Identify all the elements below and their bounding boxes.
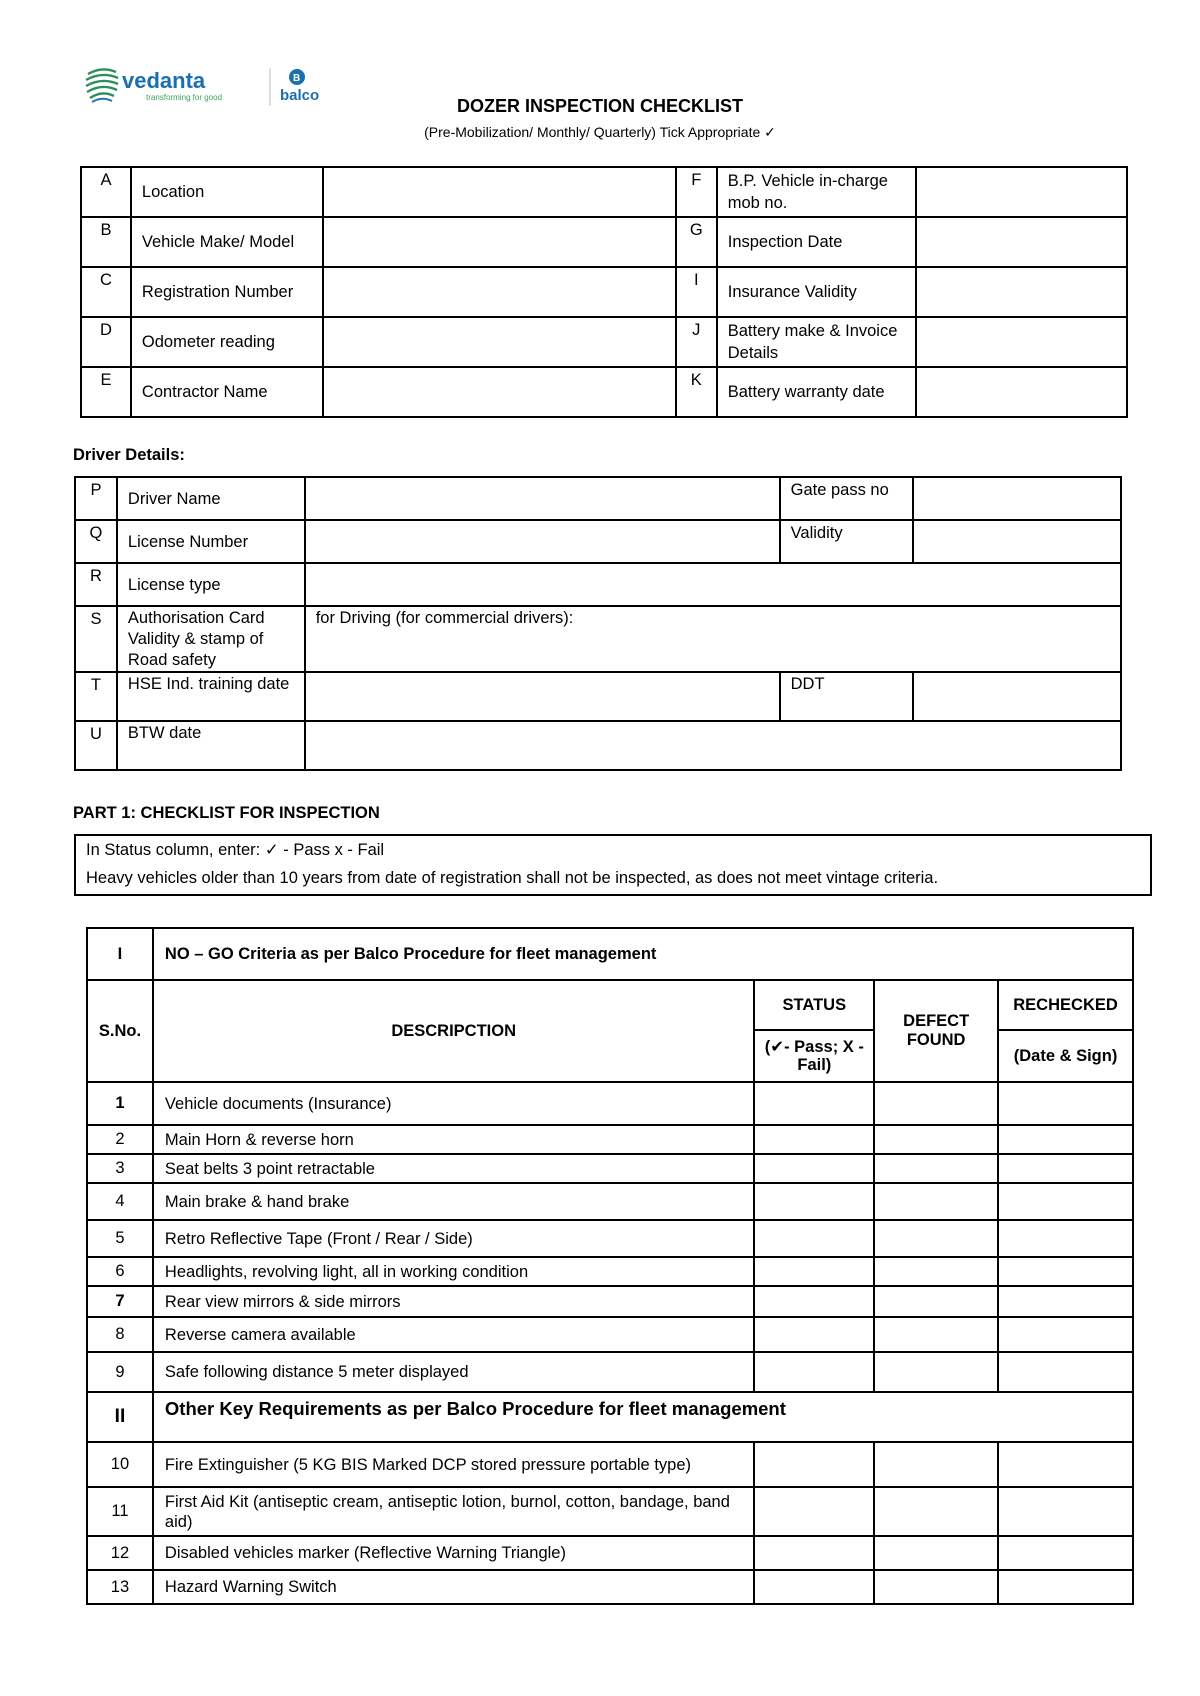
field-label-contractor-name: Contractor Name	[131, 367, 323, 417]
field-value-battery-make[interactable]	[916, 317, 1127, 367]
section-number: I	[87, 928, 153, 980]
status-cell[interactable]	[754, 1286, 874, 1317]
status-legend-note: In Status column, enter: ✓ - Pass x - Fail	[86, 841, 385, 859]
status-note-box	[74, 834, 1152, 896]
field-code: Q	[75, 520, 117, 563]
column-subheader-rechecked: (Date & Sign)	[998, 1030, 1133, 1082]
item-description: Safe following distance 5 meter displayed	[153, 1352, 755, 1392]
field-value-registration-number[interactable]	[323, 267, 676, 317]
field-label-hse-training: HSE Ind. training date	[117, 672, 305, 721]
status-cell[interactable]	[754, 1487, 874, 1536]
field-code: K	[676, 367, 717, 417]
field-label-battery-warranty: Battery warranty date	[717, 367, 917, 417]
table-row	[75, 563, 1121, 606]
status-cell[interactable]	[754, 1154, 874, 1183]
defect-cell[interactable]	[874, 1082, 998, 1125]
field-code: A	[81, 167, 131, 217]
item-number: 6	[87, 1257, 153, 1286]
field-label-registration-number: Registration Number	[131, 267, 323, 317]
defect-cell[interactable]	[874, 1536, 998, 1570]
field-value-insurance-validity[interactable]	[916, 267, 1127, 317]
rechecked-cell[interactable]	[998, 1082, 1133, 1125]
item-number: 10	[87, 1442, 153, 1487]
defect-cell[interactable]	[874, 1286, 998, 1317]
section-header-row	[87, 928, 1133, 980]
driver-details-table	[74, 476, 1122, 771]
part1-heading: PART 1: CHECKLIST FOR INSPECTION	[73, 804, 380, 822]
field-value-btw-date[interactable]	[305, 721, 1121, 770]
table-row	[87, 1082, 1133, 1125]
field-code: E	[81, 367, 131, 417]
defect-cell[interactable]	[874, 1317, 998, 1352]
document-title: DOZER INSPECTION CHECKLIST	[456, 96, 743, 116]
item-number: 1	[87, 1082, 153, 1125]
item-description: Reverse camera available	[153, 1317, 755, 1352]
rechecked-cell[interactable]	[998, 1220, 1133, 1257]
rechecked-cell[interactable]	[998, 1570, 1133, 1604]
item-description: First Aid Kit (antiseptic cream, antiseptic lotion, burnol, cotton, bandage, band aid)	[153, 1487, 755, 1536]
vintage-criteria-note: Heavy vehicles older than 10 years from date of registration shall not be inspected, as does not meet vintage criteria.	[86, 869, 939, 887]
item-description: Hazard Warning Switch	[153, 1570, 755, 1604]
column-header-defect-found: DEFECT FOUND	[874, 980, 998, 1082]
svg-text:B: B	[293, 73, 301, 84]
field-value-license-type[interactable]	[305, 563, 1121, 606]
status-cell[interactable]	[754, 1183, 874, 1220]
field-label-vehicle-make: Vehicle Make/ Model	[131, 217, 323, 267]
table-row	[75, 520, 1121, 563]
field-label-license-type: License type	[117, 563, 305, 606]
table-row	[87, 1487, 1133, 1536]
field-value-gate-pass[interactable]	[913, 477, 1121, 520]
field-label-ddt: DDT	[780, 672, 914, 721]
driver-details-heading: Driver Details:	[73, 446, 185, 464]
field-code: U	[75, 721, 117, 770]
item-number: 3	[87, 1154, 153, 1183]
table-row	[87, 1220, 1133, 1257]
field-label-battery-make: Battery make & Invoice Details	[717, 317, 917, 367]
field-label-license-number: License Number	[117, 520, 305, 563]
field-value-location[interactable]	[323, 167, 676, 217]
field-code: P	[75, 477, 117, 520]
field-value-inspection-date[interactable]	[916, 217, 1127, 267]
item-number: 12	[87, 1536, 153, 1570]
item-description: Vehicle documents (Insurance)	[153, 1082, 755, 1125]
field-label-validity: Validity	[780, 520, 914, 563]
section-title: Other Key Requirements as per Balco Procedure for fleet management	[153, 1392, 1133, 1442]
item-description: Seat belts 3 point retractable	[153, 1154, 755, 1183]
rechecked-cell[interactable]	[998, 1352, 1133, 1392]
status-cell[interactable]	[754, 1082, 874, 1125]
table-row	[87, 1570, 1133, 1604]
item-number: 2	[87, 1125, 153, 1154]
field-value-contractor-name[interactable]	[323, 367, 676, 417]
item-number: 5	[87, 1220, 153, 1257]
field-code: G	[676, 217, 717, 267]
field-label-authorisation-card: Authorisation Card Validity & stamp of Road safety	[117, 606, 305, 672]
section-number: II	[87, 1392, 153, 1442]
item-description: Disabled vehicles marker (Reflective Warning Triangle)	[153, 1536, 755, 1570]
status-cell[interactable]	[754, 1570, 874, 1604]
table-row	[81, 217, 1127, 267]
item-number: 13	[87, 1570, 153, 1604]
item-description: Rear view mirrors & side mirrors	[153, 1286, 755, 1317]
column-header-sno: S.No.	[87, 980, 153, 1082]
rechecked-cell[interactable]	[998, 1286, 1133, 1317]
table-row	[75, 672, 1121, 721]
table-row	[87, 1286, 1133, 1317]
status-cell[interactable]	[754, 1257, 874, 1286]
defect-cell[interactable]	[874, 1257, 998, 1286]
defect-cell[interactable]	[874, 1487, 998, 1536]
svg-text:transforming for good: transforming for good	[146, 93, 223, 102]
field-value-authorisation-card[interactable]: for Driving (for commercial drivers):	[305, 606, 1121, 672]
field-value-hse-training[interactable]	[305, 672, 780, 721]
status-cell[interactable]	[754, 1536, 874, 1570]
column-subheader-status: (✔- Pass; X - Fail)	[754, 1030, 874, 1082]
field-value-license-number[interactable]	[305, 520, 780, 563]
field-label-btw-date: BTW date	[117, 721, 305, 770]
table-row	[87, 1183, 1133, 1220]
table-row	[87, 1442, 1133, 1487]
defect-cell[interactable]	[874, 1352, 998, 1392]
defect-cell[interactable]	[874, 1183, 998, 1220]
field-code: S	[75, 606, 117, 672]
field-code: B	[81, 217, 131, 267]
vehicle-details-table	[80, 166, 1128, 418]
column-header-description: DESCRIPCTION	[153, 980, 755, 1082]
rechecked-cell[interactable]	[998, 1317, 1133, 1352]
defect-cell[interactable]	[874, 1154, 998, 1183]
table-row	[75, 721, 1121, 770]
item-description: Retro Reflective Tape (Front / Rear / Side)	[153, 1220, 755, 1257]
status-cell[interactable]	[754, 1317, 874, 1352]
rechecked-cell[interactable]	[998, 1183, 1133, 1220]
field-code: I	[676, 267, 717, 317]
section-title: NO – GO Criteria as per Balco Procedure for fleet management	[153, 928, 1133, 980]
field-label-location: Location	[131, 167, 323, 217]
field-label-insurance-validity: Insurance Validity	[717, 267, 917, 317]
table-row	[87, 1125, 1133, 1154]
field-label-gate-pass: Gate pass no	[780, 477, 914, 520]
table-row	[87, 1154, 1133, 1183]
defect-cell[interactable]	[874, 1125, 998, 1154]
field-code: R	[75, 563, 117, 606]
table-row	[81, 267, 1127, 317]
field-value-ddt[interactable]	[913, 672, 1121, 721]
field-code: T	[75, 672, 117, 721]
field-value-driver-name[interactable]	[305, 477, 780, 520]
rechecked-cell[interactable]	[998, 1487, 1133, 1536]
rechecked-cell[interactable]	[998, 1536, 1133, 1570]
item-number: 8	[87, 1317, 153, 1352]
defect-cell[interactable]	[874, 1570, 998, 1604]
rechecked-cell[interactable]	[998, 1154, 1133, 1183]
rechecked-cell[interactable]	[998, 1442, 1133, 1487]
field-code: C	[81, 267, 131, 317]
field-value-validity[interactable]	[913, 520, 1121, 563]
item-description: Fire Extinguisher (5 KG BIS Marked DCP stored pressure portable type)	[153, 1442, 755, 1487]
item-number: 11	[87, 1487, 153, 1536]
field-code: D	[81, 317, 131, 367]
column-header-row	[87, 980, 1133, 1030]
defect-cell[interactable]	[874, 1442, 998, 1487]
table-row	[87, 1257, 1133, 1286]
field-label-odometer: Odometer reading	[131, 317, 323, 367]
field-label-driver-name: Driver Name	[117, 477, 305, 520]
status-cell[interactable]	[754, 1125, 874, 1154]
table-row	[81, 367, 1127, 417]
table-row	[87, 1536, 1133, 1570]
status-cell[interactable]	[754, 1352, 874, 1392]
item-description: Main brake & hand brake	[153, 1183, 755, 1220]
field-value-odometer[interactable]	[323, 317, 676, 367]
item-number: 7	[87, 1286, 153, 1317]
table-row	[75, 606, 1121, 672]
defect-cell[interactable]	[874, 1220, 998, 1257]
status-cell[interactable]	[754, 1220, 874, 1257]
item-number: 9	[87, 1352, 153, 1392]
rechecked-cell[interactable]	[998, 1125, 1133, 1154]
document-subtitle: (Pre-Mobilization/ Monthly/ Quarterly) Tick Appropriate ✓	[424, 124, 776, 140]
field-code: J	[676, 317, 717, 367]
column-header-rechecked: RECHECKED	[998, 980, 1133, 1030]
table-row	[81, 317, 1127, 367]
field-value-vehicle-make[interactable]	[323, 217, 676, 267]
field-label-bp-incharge-mob: B.P. Vehicle in-charge mob no.	[717, 167, 917, 217]
svg-text:balco: balco	[280, 87, 320, 104]
table-row	[87, 1317, 1133, 1352]
table-row	[87, 1352, 1133, 1392]
table-row	[81, 167, 1127, 217]
svg-text:vedanta: vedanta	[122, 68, 206, 93]
inspection-checklist-table	[86, 927, 1134, 1605]
section-header-row	[87, 1392, 1133, 1442]
status-cell[interactable]	[754, 1442, 874, 1487]
field-value-battery-warranty[interactable]	[916, 367, 1127, 417]
field-label-inspection-date: Inspection Date	[717, 217, 917, 267]
item-description: Headlights, revolving light, all in working condition	[153, 1257, 755, 1286]
table-row	[75, 477, 1121, 520]
column-header-status: STATUS	[754, 980, 874, 1030]
field-value-bp-incharge-mob[interactable]	[916, 167, 1127, 217]
rechecked-cell[interactable]	[998, 1257, 1133, 1286]
item-number: 4	[87, 1183, 153, 1220]
field-code: F	[676, 167, 717, 217]
item-description: Main Horn & reverse horn	[153, 1125, 755, 1154]
